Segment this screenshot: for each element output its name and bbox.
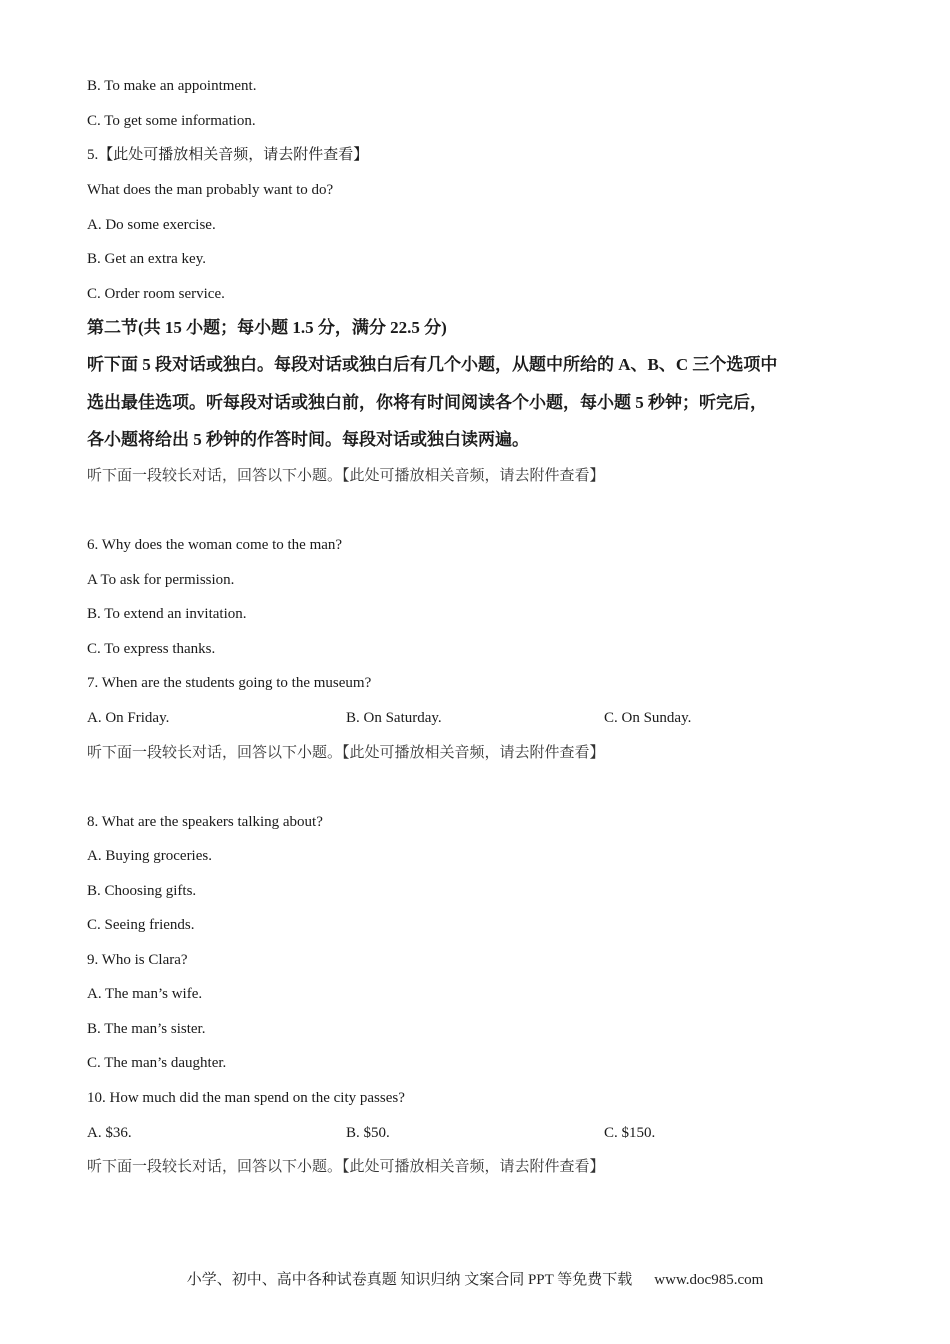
q10-question: 10. How much did the man spend on the city passes? [87, 1090, 405, 1106]
q4-option-b: B. To make an appointment. [87, 78, 257, 94]
audio-note-2: 听下面一段较长对话，回答以下小题。【此处可播放相关音频，请去附件查看】 [87, 745, 605, 761]
instructions-line-2: 选出最佳选项。听每段对话或独白前，你将有时间阅读各个小题，每小题 5 秒钟；听完后， [87, 393, 767, 412]
section-title: 第二节(共 15 小题；每小题 1.5 分，满分 22.5 分) [87, 318, 447, 337]
audio-note-1: 听下面一段较长对话，回答以下小题。【此处可播放相关音频，请去附件查看】 [87, 468, 605, 484]
q7-question: 7. When are the students going to the museum? [87, 675, 372, 691]
page-footer [0, 1270, 950, 1290]
q7-option-b: B. On Saturday. [346, 710, 442, 726]
q8-question: 8. What are the speakers talking about? [87, 814, 323, 830]
q5-question: What does the man probably want to do? [87, 182, 334, 198]
instructions-line-3: 各小题将给出 5 秒钟的作答时间。每段对话或独白读两遍。 [87, 430, 529, 449]
q10-option-c: C. $150. [604, 1125, 656, 1141]
q8-option-a: A. Buying groceries. [87, 848, 212, 864]
q6-option-c: C. To express thanks. [87, 641, 216, 657]
q5-option-a: A. Do some exercise. [87, 217, 216, 233]
q6-question: 6. Why does the woman come to the man? [87, 537, 343, 553]
q9-option-a: A. The man’s wife. [87, 986, 203, 1002]
q10-option-b: B. $50. [346, 1125, 390, 1141]
audio-note-3: 听下面一段较长对话，回答以下小题。【此处可播放相关音频，请去附件查看】 [87, 1159, 605, 1175]
footer-text: 小学、初中、高中各种试卷真题 知识归纳 文案合同 PPT 等免费下载 [186, 1272, 633, 1288]
q10-option-a: A. $36. [87, 1125, 132, 1141]
q9-question: 9. Who is Clara? [87, 952, 188, 968]
q9-option-c: C. The man’s daughter. [87, 1055, 227, 1071]
q6-option-a: A To ask for permission. [87, 572, 235, 588]
footer-url-link[interactable]: www.doc985.com [654, 1272, 764, 1288]
q4-option-c: C. To get some information. [87, 113, 256, 129]
q5-option-b: B. Get an extra key. [87, 251, 206, 267]
q5-option-c: C. Order room service. [87, 286, 225, 302]
q9-option-b: B. The man’s sister. [87, 1021, 206, 1037]
q8-option-c: C. Seeing friends. [87, 917, 195, 933]
q7-option-c: C. On Sunday. [604, 710, 692, 726]
q7-option-a: A. On Friday. [87, 710, 170, 726]
q8-option-b: B. Choosing gifts. [87, 883, 197, 899]
instructions-line-1: 听下面 5 段对话或独白。每段对话或独白后有几个小题，从题中所给的 A、B、C 三个选项中 [87, 355, 778, 374]
q6-option-b: B. To extend an invitation. [87, 606, 247, 622]
q5-audio-note: 5.【此处可播放相关音频，请去附件查看】 [87, 147, 369, 163]
